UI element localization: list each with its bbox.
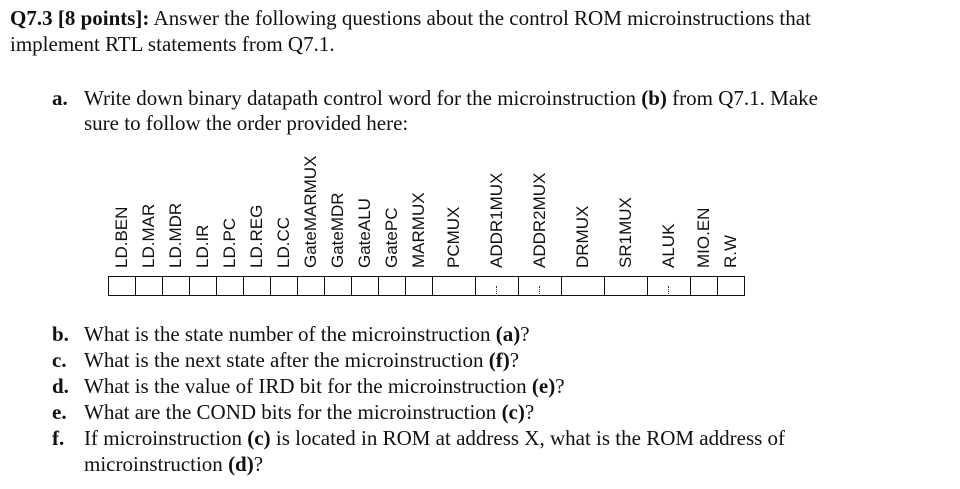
bit-divider (496, 286, 498, 296)
item-text: Write down binary datapath control word for the microinstruction (84, 86, 642, 110)
signal-label: SR1MUX (616, 197, 635, 268)
bit-cell (324, 276, 352, 296)
bit-cell (135, 276, 163, 296)
signal-label: LD.BEN (112, 206, 131, 268)
item-ref: (c) (247, 426, 271, 450)
item-text: What is the state number of the microinstruction (84, 322, 496, 346)
item-c (52, 348, 519, 373)
bit-cell (270, 276, 298, 296)
signal-label: LD.MAR (139, 203, 158, 268)
question-intro-cont: implement RTL statements from Q7.1. (10, 32, 335, 56)
signal-label: R.W (721, 234, 740, 268)
bit-cell (717, 276, 745, 296)
bit-cell (604, 276, 648, 296)
control-word-diagram (108, 140, 798, 300)
item-text: is located in ROM at address X, what is the ROM address of (270, 426, 786, 450)
bit-cell (108, 276, 136, 296)
signal-label: LD.REG (247, 204, 266, 268)
signal-label: LD.CC (274, 216, 293, 268)
item-text: ? (520, 322, 530, 346)
item-ref: (b) (641, 86, 667, 110)
signal-label: PCMUX (444, 206, 463, 268)
signal-label: GateALU (355, 198, 374, 268)
item-ref: (e) (531, 374, 556, 398)
item-ref: (a) (495, 322, 521, 346)
item-a (52, 86, 818, 111)
item-label: a. (52, 86, 68, 110)
signal-label: GateMDR (328, 192, 347, 268)
item-text: ? (253, 452, 264, 476)
item-text: ? (555, 374, 565, 398)
item-f (52, 426, 785, 451)
signal-label: LD.IR (193, 224, 212, 268)
item-ref: (d) (228, 452, 254, 476)
bit-cell (351, 276, 379, 296)
signal-label: MIO.EN (694, 207, 713, 268)
bit-cell (378, 276, 406, 296)
item-label: b. (52, 322, 69, 346)
bit-cell (432, 276, 476, 296)
item-label: d. (52, 374, 69, 398)
item-text: What is the next state after the microinstruction (84, 348, 489, 372)
bit-cell (405, 276, 433, 296)
item-text: If microinstruction (84, 426, 248, 450)
item-text: What is the value of IRD bit for the microinstruction (84, 374, 532, 398)
signal-label: MARMUX (409, 192, 428, 268)
item-ref: (f) (488, 348, 510, 372)
item-f-cont (84, 452, 263, 477)
item-text: ? (509, 348, 520, 372)
item-label: f. (52, 426, 65, 450)
bit-cell (243, 276, 271, 296)
item-ref: (c) (501, 400, 525, 424)
bit-cell (189, 276, 217, 296)
item-text: from Q7.1. Make (666, 86, 818, 110)
signal-label: GatePC (382, 207, 401, 268)
bit-cell (690, 276, 718, 296)
bit-divider (539, 286, 541, 296)
signal-label: LD.PC (220, 217, 239, 268)
signal-label: LD.MDR (166, 202, 185, 268)
question-header (10, 6, 811, 31)
item-label: e. (52, 400, 67, 424)
item-text: What are the COND bits for the microinstruction (84, 400, 502, 424)
signal-label: ADDR2MUX (530, 172, 549, 268)
item-a-cont: sure to follow the order provided here: (84, 111, 409, 135)
item-e (52, 400, 534, 425)
item-text: ? (524, 400, 535, 424)
bit-cell (561, 276, 605, 296)
bit-cell (297, 276, 325, 296)
signal-label: ADDR1MUX (487, 172, 506, 268)
bit-cell (216, 276, 244, 296)
bit-cell (162, 276, 190, 296)
item-d (52, 374, 565, 399)
bit-cells (108, 276, 744, 296)
signal-label: GateMARMUX (301, 155, 320, 268)
item-b (52, 322, 530, 347)
item-text: microinstruction (84, 452, 229, 476)
item-label: c. (52, 348, 67, 372)
question-intro: Answer the following questions about the control ROM microinstructions that (149, 6, 811, 30)
bit-divider (668, 286, 670, 296)
question-number: Q7.3 [8 points]: (10, 6, 150, 30)
signal-label: ALUK (659, 223, 678, 268)
signal-label: DRMUX (573, 205, 592, 268)
